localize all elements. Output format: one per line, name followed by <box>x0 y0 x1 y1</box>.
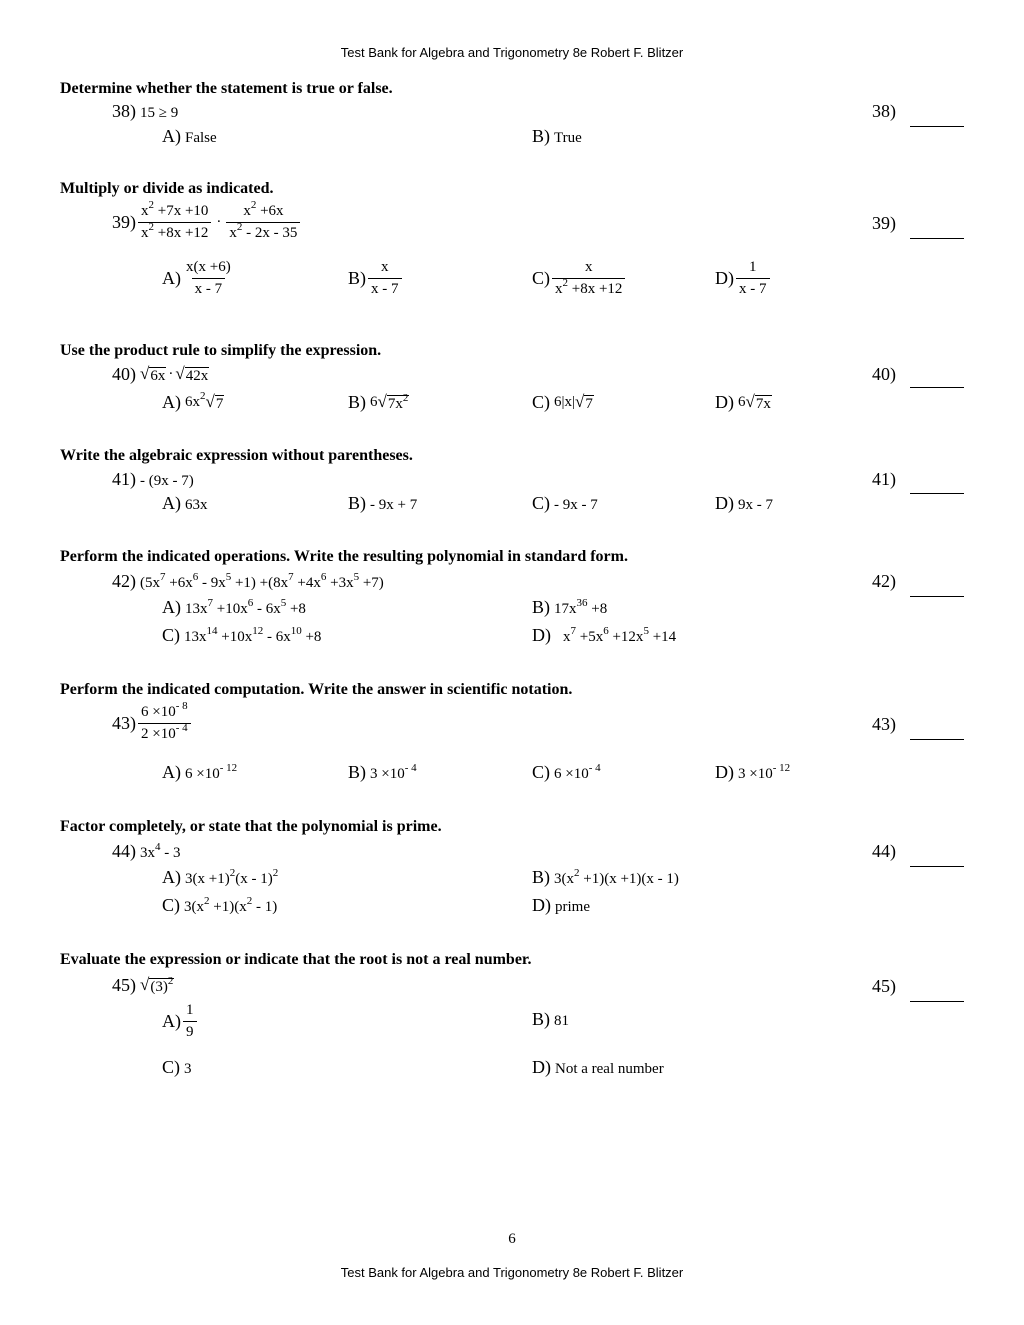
question-number: 39) <box>112 212 136 232</box>
choice-label: A) <box>162 126 181 146</box>
choice-38-a[interactable] <box>162 126 217 147</box>
radical: √ 42x <box>175 363 209 384</box>
choice-text: 9x - 7 <box>738 497 773 513</box>
fraction: $\frac{x^2 +6x}{x^2 - 2x - 35}$ <box>226 203 300 242</box>
choice-label: D) <box>532 1057 551 1077</box>
choice-label: C) <box>532 762 550 782</box>
answer-number-42: 42) <box>872 571 896 591</box>
choice-label: D) <box>715 493 734 513</box>
choice-text: 63x <box>185 497 208 513</box>
choice-text: Not a real number <box>555 1061 664 1077</box>
choice-label: A) <box>162 392 181 412</box>
choice-label: D) <box>715 268 734 288</box>
fraction: $\frac{x^2 +7x +10}{x^2 +8x +12}$ <box>138 203 211 242</box>
answer-line-42[interactable] <box>910 596 964 597</box>
choice-label: B) <box>532 126 550 146</box>
choice-label: A) <box>162 597 181 617</box>
choice-44-d[interactable] <box>532 895 590 916</box>
choice-39-c[interactable] <box>532 259 627 298</box>
choice-text: - 9x - 7 <box>554 497 598 513</box>
choice-label: B) <box>348 392 366 412</box>
radical: √ 6x <box>140 363 166 384</box>
question-text: - (9x - 7) <box>140 473 194 489</box>
answer-line-38[interactable] <box>910 126 964 127</box>
instruction-42: Perform the indicated operations. Write the resulting polynomial in standard form. <box>60 548 628 565</box>
question-43 <box>112 700 193 743</box>
choice-text: True <box>554 130 582 146</box>
answer-number-45: 45) <box>872 976 896 996</box>
choice-45-b[interactable] <box>532 1009 569 1030</box>
instruction-41: Write the algebraic expression without parentheses. <box>60 447 413 464</box>
choice-label: A) <box>162 1011 181 1031</box>
choice-label: C) <box>162 625 180 645</box>
choice-label: C) <box>162 895 180 915</box>
question-text: 15 ≥ 9 <box>140 105 179 121</box>
radical: √ 7 <box>575 391 593 412</box>
choice-label: C) <box>532 493 550 513</box>
fraction: $\frac{1}{9}$ <box>183 1002 197 1041</box>
instruction-39: Multiply or divide as indicated. <box>60 180 274 197</box>
choice-label: C) <box>162 1057 180 1077</box>
choice-label: D) <box>532 625 551 645</box>
choice-39-d[interactable] <box>715 259 772 298</box>
fraction: $\frac{x}{x^2 +8x +12}$ <box>552 259 625 298</box>
answer-line-39[interactable] <box>910 238 964 239</box>
answer-number-39: 39) <box>872 213 896 233</box>
choice-45-d[interactable] <box>532 1057 664 1078</box>
choice-39-a[interactable] <box>162 259 236 298</box>
question-44: 44) $3x^4 - 3$ <box>112 841 181 861</box>
answer-number-38: 38) <box>872 101 896 121</box>
answer-number-43: 43) <box>872 714 896 734</box>
choice-label: B) <box>532 867 550 887</box>
choice-40-d[interactable]: D) 6 √ 7x <box>715 391 771 412</box>
fraction: $\frac{1}{x - 7}$ <box>736 259 770 298</box>
choice-label: A) <box>162 867 181 887</box>
choice-label: B) <box>532 597 550 617</box>
choice-42-b[interactable]: B) $17x^{36} +8$ <box>532 597 608 617</box>
answer-line-40[interactable] <box>910 387 964 388</box>
radical: √ $7x^2$ <box>377 391 409 412</box>
page-number: 6 <box>508 1231 516 1247</box>
instruction-43: Perform the indicated computation. Write the answer in scientific notation. <box>60 681 573 698</box>
choice-label: A) <box>162 762 181 782</box>
choice-40-b[interactable]: B) 6 √ $7x^2$ <box>348 391 409 412</box>
instruction-40: Use the product rule to simplify the expression. <box>60 342 382 359</box>
choice-label: B) <box>348 493 366 513</box>
question-45 <box>112 975 174 996</box>
radical: √ 7x <box>745 391 771 412</box>
choice-label: B) <box>348 762 366 782</box>
choice-45-c[interactable] <box>162 1057 192 1078</box>
choice-40-c[interactable]: C) 6|x| √ 7 <box>532 391 593 412</box>
choice-text: False <box>185 130 217 146</box>
instruction-38: Determine whether the statement is true or false. <box>60 80 393 97</box>
choice-40-a[interactable]: A) $6x^2$ √ 7 <box>162 390 224 412</box>
choice-41-b[interactable] <box>348 493 417 514</box>
question-40: 40) √ 6x · √ 42x <box>112 363 209 384</box>
choice-label: A) <box>162 268 181 288</box>
choice-41-a[interactable] <box>162 493 208 514</box>
choice-label: C) <box>532 268 550 288</box>
choice-label: D) <box>715 762 734 782</box>
choice-43-c[interactable]: C) $6 \times 10^{- 4}$ <box>532 762 601 782</box>
answer-line-41[interactable] <box>910 493 964 494</box>
fraction: $\frac{6 \times 10^{- 8}}{2 \times 10^{- 4}}$ <box>138 704 191 743</box>
answer-line-45[interactable] <box>910 1001 964 1002</box>
choice-45-a[interactable] <box>162 1002 199 1041</box>
question-number: 42) <box>112 571 136 591</box>
choice-44-a[interactable]: A) $3(x +1)^2(x - 1)^2$ <box>162 867 279 887</box>
choice-text: prime <box>555 899 590 915</box>
question-number: 44) <box>112 841 136 861</box>
choice-41-d[interactable] <box>715 493 773 514</box>
choice-42-c[interactable]: C) $13x^{14} +10x^{12} - 6x^{10} +8$ <box>162 625 322 645</box>
answer-number-44: 44) <box>872 841 896 861</box>
radical: √ 7 <box>205 391 224 412</box>
question-number: 41) <box>112 469 136 489</box>
question-39: 39) $\frac{x^2 +7x +10}{x^2 +8x +12}$ · $\frac{x^2 +6x}{x^2 - 2x - 35}$ <box>112 203 302 242</box>
instruction-45: Evaluate the expression or indicate that the root is not a real number. <box>60 951 532 968</box>
question-number: 45) <box>112 975 136 995</box>
question-number: 43) <box>112 713 136 733</box>
choice-42-d[interactable]: D) $x^7 +5x^6 +12x^5 +14$ <box>532 625 677 645</box>
answer-number-40: 40) <box>872 364 896 384</box>
page-header: Test Bank for Algebra and Trigonometry 8e Robert F. Blitzer <box>340 45 684 60</box>
choice-text: 81 <box>554 1013 569 1029</box>
choice-43-a[interactable]: A) $6 \times 10^{- 12}$ <box>162 762 238 782</box>
choice-label: D) <box>532 895 551 915</box>
choice-41-c[interactable] <box>532 493 598 514</box>
choice-39-b[interactable] <box>348 259 404 298</box>
fraction: $\frac{x}{x - 7}$ <box>368 259 402 298</box>
choice-42-a[interactable]: A) $13x^7 +10x^6 - 6x^5 +8$ <box>162 597 306 617</box>
question-41 <box>112 469 194 490</box>
question-38 <box>112 101 178 122</box>
choice-text: 3 <box>184 1061 192 1077</box>
choice-text: - 9x + 7 <box>370 497 418 513</box>
choice-label: A) <box>162 493 181 513</box>
choice-44-c[interactable]: C) $3(x^2 +1)(x^2 - 1)$ <box>162 895 278 915</box>
radical: √ $(3)^2$ <box>140 974 174 995</box>
choice-label: D) <box>715 392 734 412</box>
question-42: 42) $(5x^7 +6x^6 - 9x^5 +1) +(8x^7 +4x^6 +3x^5 +7)$ <box>112 571 384 591</box>
answer-number-41: 41) <box>872 469 896 489</box>
choice-43-b[interactable]: B) $3 \times 10^{- 4}$ <box>348 762 417 782</box>
choice-label: B) <box>348 268 366 288</box>
fraction: $\frac{x(x +6)}{x - 7}$ <box>186 259 231 297</box>
question-number: 40) <box>112 364 136 384</box>
choice-38-b[interactable] <box>532 126 582 147</box>
instruction-44: Factor completely, or state that the polynomial is prime. <box>60 818 442 835</box>
answer-line-44[interactable] <box>910 866 964 867</box>
question-number: 38) <box>112 101 136 121</box>
answer-line-43[interactable] <box>910 739 964 740</box>
choice-44-b[interactable]: B) $3(x^2 +1)(x +1)(x - 1)$ <box>532 867 679 887</box>
choice-label: B) <box>532 1009 550 1029</box>
choice-label: C) <box>532 392 550 412</box>
page-footer: Test Bank for Algebra and Trigonometry 8e Robert F. Blitzer <box>340 1265 684 1280</box>
choice-43-d[interactable]: D) $3 \times 10^{- 12}$ <box>715 762 791 782</box>
